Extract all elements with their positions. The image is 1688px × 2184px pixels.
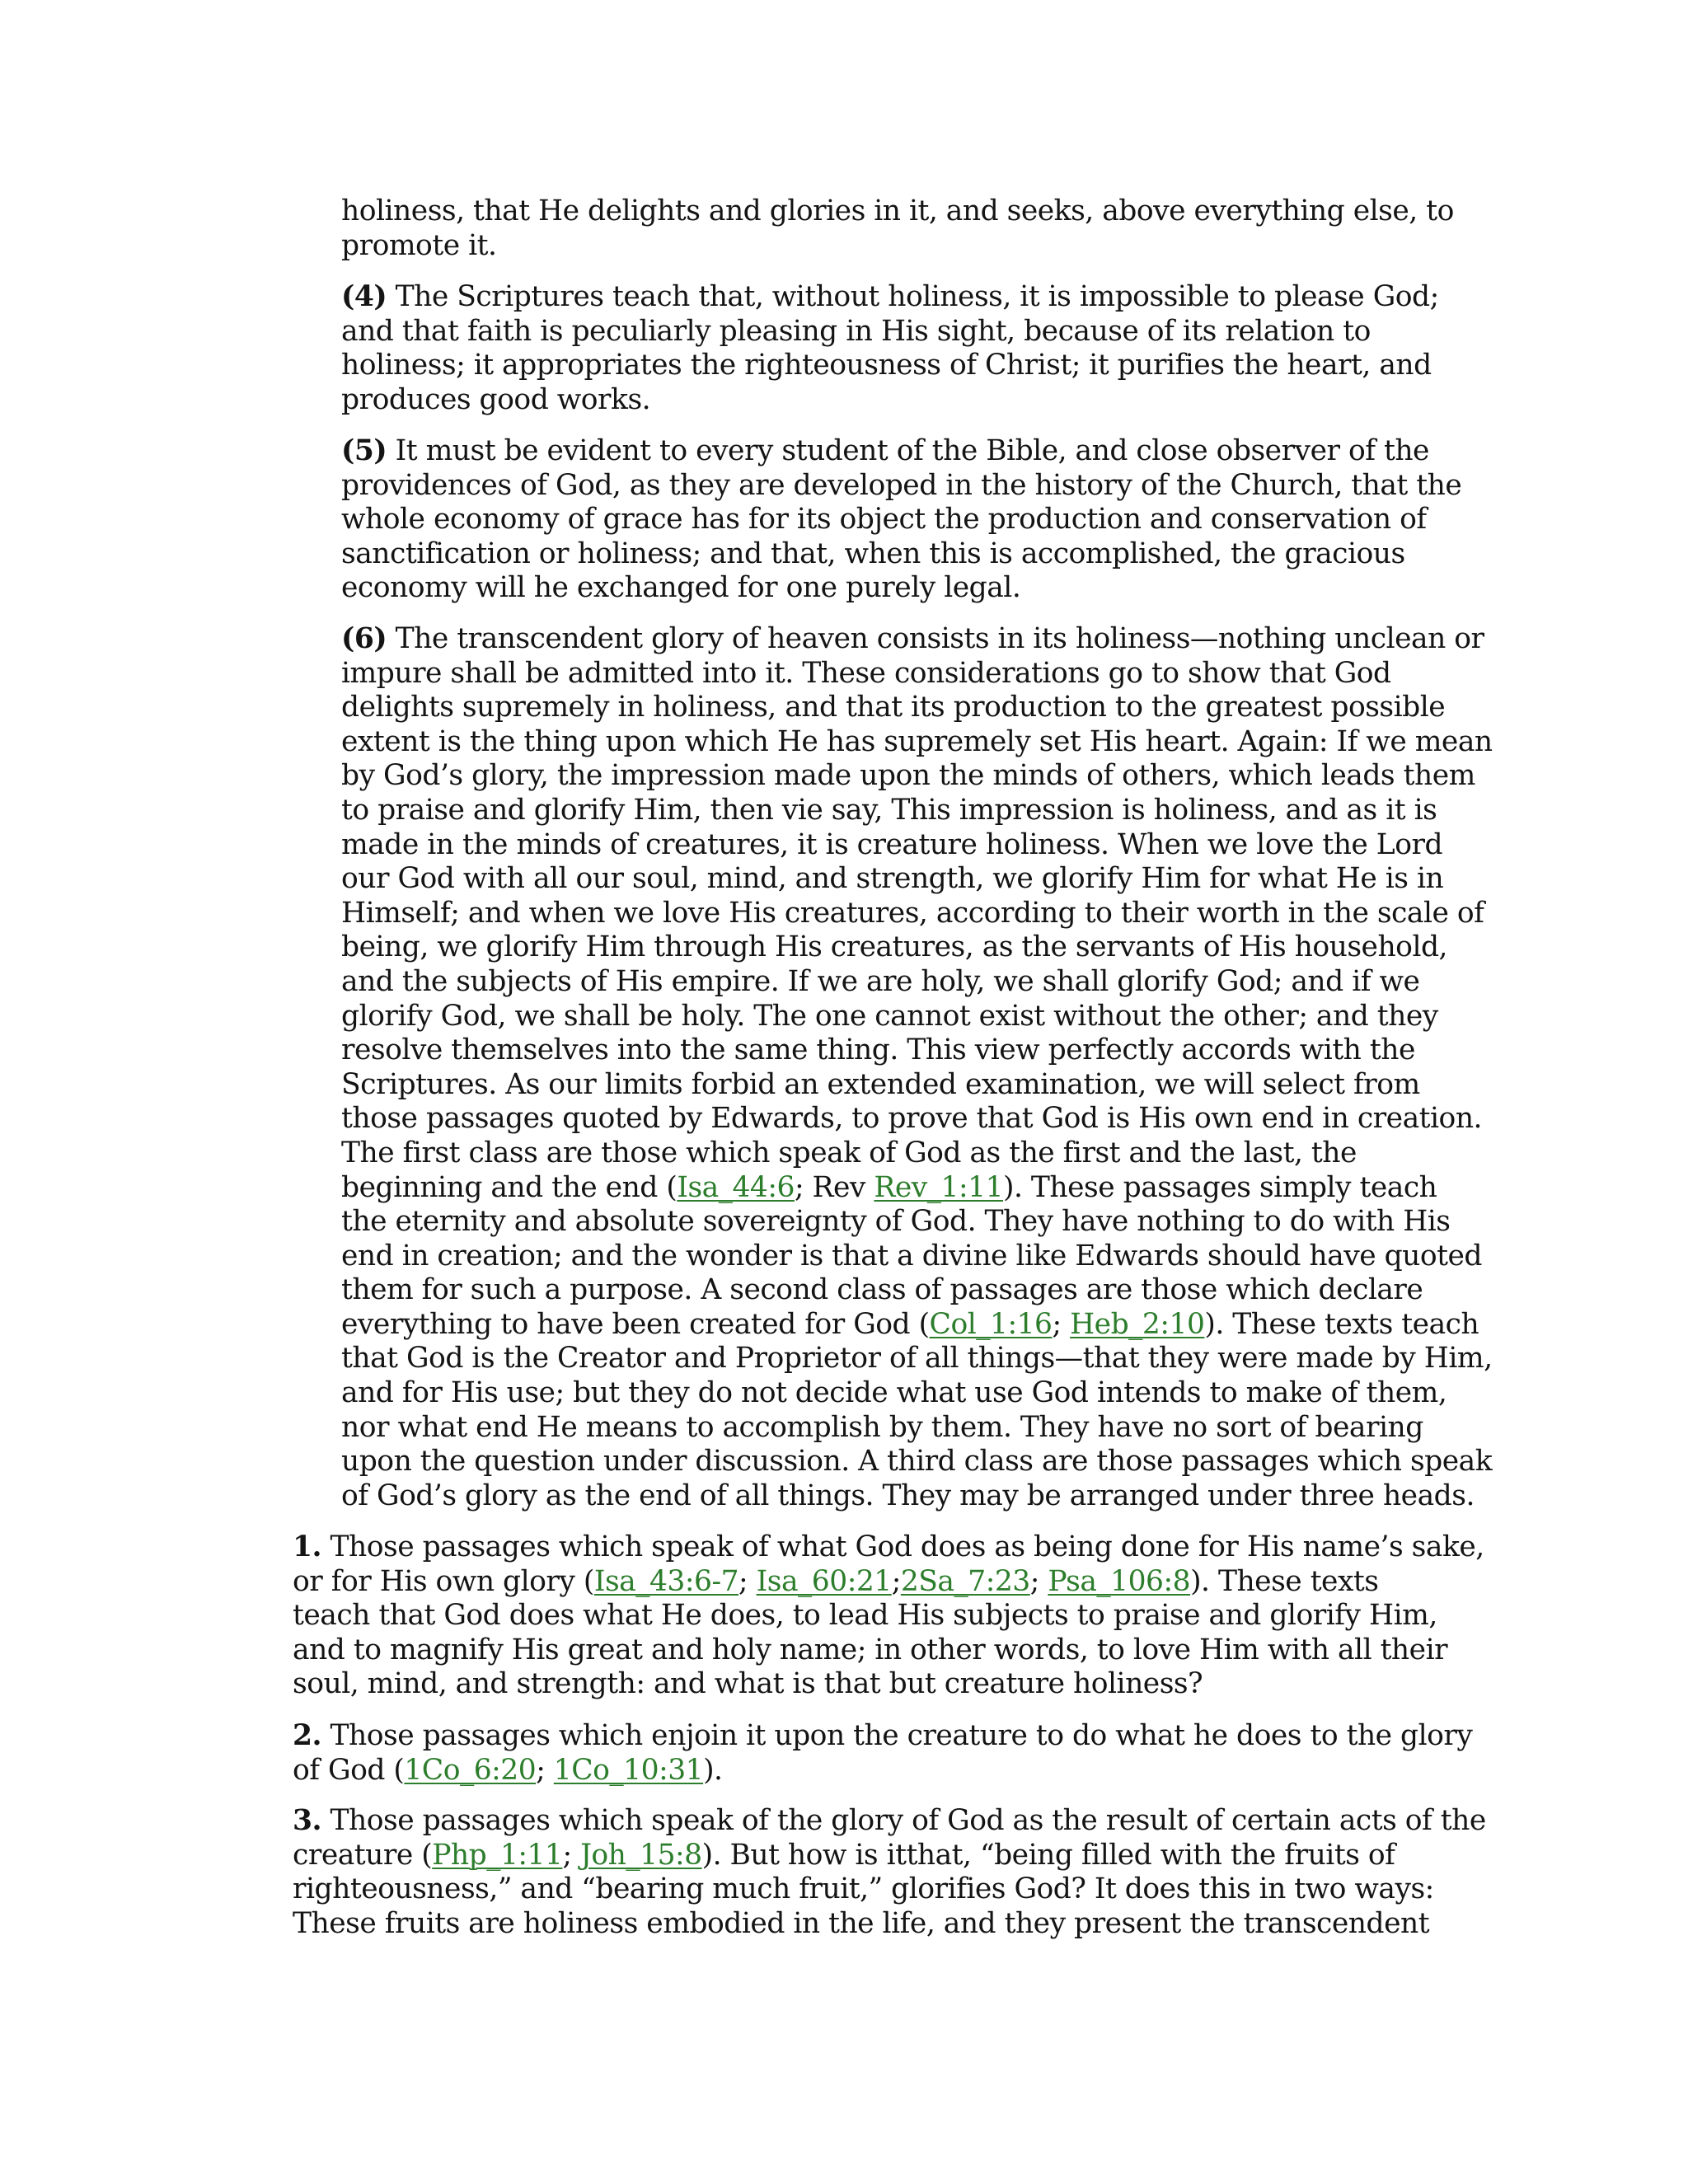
text-line — [293, 1719, 1472, 1754]
text-segment: ). These passages simply teach — [1003, 1170, 1437, 1204]
text-segment: soul, mind, and strength: and what is that but creature holiness? — [293, 1667, 1203, 1701]
text-segment: ; — [562, 1838, 581, 1872]
text-segment: glorify God, we shall be holy. The one cannot exist without the other; and they — [341, 999, 1438, 1033]
text-segment: ). But how is itthat, “being filled with the fruits of — [701, 1838, 1395, 1872]
text-line — [341, 862, 1493, 897]
text-segment: extent is the thing upon which He has supremely set His heart. Again: If we mean — [341, 724, 1493, 758]
paragraph-number: 2. — [293, 1719, 322, 1752]
scripture-reference-link[interactable]: 2Sa_7:23 — [900, 1564, 1030, 1598]
text-line — [341, 571, 1461, 606]
text-segment: Scriptures. As our limits forbid an extended examination, we will select from — [341, 1067, 1420, 1101]
text-segment: Those passages which speak of the glory of God as the result of certain acts of the — [321, 1804, 1486, 1837]
text-segment: that God is the Creator and Proprietor of all things—that they were made by Him, — [341, 1342, 1493, 1376]
text-line — [341, 537, 1461, 572]
text-line — [341, 1273, 1493, 1308]
text-segment: nor what end He means to accomplish by them. They have no sort of bearing — [341, 1410, 1423, 1444]
text-segment: beginning and the end ( — [341, 1170, 678, 1204]
text-line — [293, 1907, 1486, 1942]
text-line — [341, 897, 1493, 931]
text-segment: ; — [1029, 1564, 1048, 1598]
text-segment: and to magnify His great and holy name; in other words, to love Him with all their — [293, 1633, 1448, 1666]
text-segment: made in the minds of creatures, it is creature holiness. When we love the Lord — [341, 827, 1443, 861]
scripture-reference-link[interactable]: Isa_43:6-7 — [593, 1564, 739, 1598]
text-segment: It must be evident to every student of the Bible, and close observer of the — [387, 434, 1429, 467]
text-segment: holiness; it appropriates the righteousness of Christ; it purifies the heart, and — [341, 349, 1432, 382]
paragraph — [293, 1804, 1486, 1941]
text-line — [341, 794, 1493, 828]
text-segment: end in creation; and the wonder is that a divine like Edwards should have quoted — [341, 1239, 1483, 1272]
text-segment: them for such a purpose. A second class of passages are those which declare — [341, 1273, 1423, 1307]
text-line — [341, 229, 1454, 264]
text-line — [341, 383, 1439, 418]
text-segment: righteousness,” and “bearing much fruit,” glorifies God? It does this in two ways: — [293, 1872, 1434, 1906]
paragraph — [341, 434, 1461, 606]
text-line — [293, 1530, 1484, 1565]
text-line — [341, 657, 1493, 691]
text-line — [341, 1445, 1493, 1479]
text-segment: Those passages which speak of what God does as being done for His name’s sake, — [321, 1530, 1484, 1563]
text-segment: or for His own glory ( — [293, 1564, 594, 1598]
text-line — [341, 315, 1439, 349]
scripture-reference-link[interactable]: Isa_60:21 — [756, 1564, 892, 1598]
scripture-reference-link[interactable]: Joh_15:8 — [580, 1838, 702, 1872]
paragraph — [293, 1530, 1484, 1702]
text-line — [293, 1872, 1486, 1907]
scripture-reference-link[interactable]: Rev_1:11 — [874, 1170, 1004, 1204]
text-line — [341, 1308, 1493, 1343]
paragraph-number: (6) — [341, 622, 387, 655]
text-segment: ). These texts teach — [1204, 1307, 1479, 1341]
paragraph — [341, 622, 1493, 1513]
text-line — [341, 1000, 1493, 1034]
text-segment: Those passages which enjoin it upon the creature to do what he does to the glory — [321, 1719, 1473, 1752]
text-segment: ). These texts — [1190, 1564, 1379, 1598]
scripture-reference-link[interactable]: Heb_2:10 — [1070, 1307, 1205, 1341]
text-line — [341, 1033, 1493, 1068]
text-line — [341, 622, 1493, 657]
text-line — [341, 1205, 1493, 1240]
text-line — [293, 1565, 1484, 1600]
text-line — [341, 759, 1493, 794]
text-segment: ; — [738, 1564, 757, 1598]
text-segment: The Scriptures teach that, without holiness, it is impossible to please God; — [387, 280, 1439, 313]
text-line — [341, 1240, 1493, 1274]
text-segment: ). — [703, 1753, 723, 1787]
scripture-reference-link[interactable]: 1Co_6:20 — [404, 1753, 537, 1787]
text-segment: whole economy of grace has for its object the production and conservation of — [341, 503, 1427, 537]
paragraph-number: 1. — [293, 1530, 322, 1563]
text-line — [341, 1479, 1493, 1514]
text-line — [341, 1376, 1493, 1411]
text-segment: These fruits are holiness embodied in the life, and they present the transcendent — [293, 1906, 1430, 1940]
text-line — [341, 1102, 1493, 1137]
text-line — [293, 1633, 1484, 1668]
text-segment: sanctification or holiness; and that, when this is accomplished, the gracious — [341, 537, 1405, 570]
text-segment: economy will he exchanged for one purely legal. — [341, 571, 1021, 605]
scripture-reference-link[interactable]: Php_1:11 — [432, 1838, 563, 1872]
text-segment: The transcendent glory of heaven consists in its holiness—nothing unclean or — [387, 622, 1484, 655]
text-line — [341, 469, 1461, 504]
text-segment: those passages quoted by Edwards, to prove that God is His own end in creation. — [341, 1102, 1483, 1136]
text-line — [293, 1804, 1486, 1839]
text-segment: ; — [1052, 1307, 1071, 1341]
text-segment: ; — [891, 1564, 901, 1598]
text-segment: by God’s glory, the impression made upon the minds of others, which leads them — [341, 759, 1475, 793]
text-line — [341, 434, 1461, 469]
text-segment: promote it. — [341, 228, 497, 262]
text-line — [341, 1411, 1493, 1446]
text-segment: our God with all our soul, mind, and strength, we glorify Him for what He is in — [341, 862, 1444, 896]
text-line — [341, 280, 1439, 315]
text-line — [341, 349, 1439, 383]
text-segment: Himself; and when we love His creatures, according to their worth in the scale of — [341, 896, 1484, 930]
text-segment: of God’s glory as the end of all things. They may be arranged under three heads. — [341, 1479, 1475, 1512]
text-line — [293, 1599, 1484, 1633]
text-segment: produces good works. — [341, 382, 651, 416]
text-segment: providences of God, as they are developed in the history of the Church, that the — [341, 468, 1462, 502]
text-segment: impure shall be admitted into it. These considerations go to show that God — [341, 656, 1391, 690]
paragraph-number: (5) — [341, 434, 387, 467]
text-segment: and that faith is peculiarly pleasing in His sight, because of its relation to — [341, 314, 1371, 348]
text-segment: delights supremely in holiness, and that its production to the greatest possible — [341, 691, 1446, 724]
text-line — [341, 691, 1493, 725]
text-segment: resolve themselves into the same thing. This view perfectly accords with the — [341, 1033, 1415, 1067]
text-segment: of God ( — [293, 1753, 405, 1787]
text-segment: teach that God does what He does, to lead His subjects to praise and glorify Him, — [293, 1599, 1437, 1633]
text-line — [293, 1839, 1486, 1873]
text-line — [341, 1068, 1493, 1103]
scripture-reference-link[interactable]: Col_1:16 — [929, 1307, 1053, 1341]
text-segment: holiness, that He delights and glories in it, and seeks, above everything else, to — [341, 194, 1454, 227]
paragraph — [341, 194, 1454, 263]
text-segment: ; — [536, 1753, 554, 1787]
text-segment: and the subjects of His empire. If we are holy, we shall glorify God; and if we — [341, 964, 1420, 998]
scripture-reference-link[interactable]: 1Co_10:31 — [553, 1753, 704, 1787]
text-segment: everything to have been created for God ( — [341, 1307, 930, 1341]
text-segment: and for His use; but they do not decide what use God intends to make of them, — [341, 1376, 1447, 1410]
text-segment: the eternity and absolute sovereignty of God. They have nothing to do with His — [341, 1205, 1451, 1239]
text-segment: creature ( — [293, 1838, 433, 1872]
text-line — [341, 1342, 1493, 1376]
scripture-reference-link[interactable]: Psa_106:8 — [1048, 1564, 1191, 1598]
text-segment: ; Rev — [794, 1170, 874, 1204]
text-line — [341, 1171, 1493, 1206]
text-line — [293, 1667, 1484, 1702]
text-line — [341, 503, 1461, 537]
text-segment: being, we glorify Him through His creatures, as the servants of His household, — [341, 930, 1448, 964]
text-line — [341, 725, 1493, 760]
text-line — [293, 1754, 1472, 1788]
text-line — [341, 930, 1493, 965]
paragraph — [341, 280, 1439, 417]
scripture-reference-link[interactable]: Isa_44:6 — [677, 1170, 795, 1204]
text-line — [341, 194, 1454, 229]
text-segment: upon the question under discussion. A third class are those passages which speak — [341, 1445, 1493, 1479]
paragraph — [293, 1719, 1472, 1788]
text-segment: to praise and glorify Him, then vie say, This impression is holiness, and as it is — [341, 793, 1437, 827]
text-line — [341, 828, 1493, 863]
paragraph-number: 3. — [293, 1804, 322, 1837]
text-line — [341, 965, 1493, 1000]
text-segment: The first class are those which speak of God as the first and the last, the — [341, 1136, 1357, 1169]
text-line — [341, 1137, 1493, 1171]
paragraph-number: (4) — [341, 280, 387, 313]
